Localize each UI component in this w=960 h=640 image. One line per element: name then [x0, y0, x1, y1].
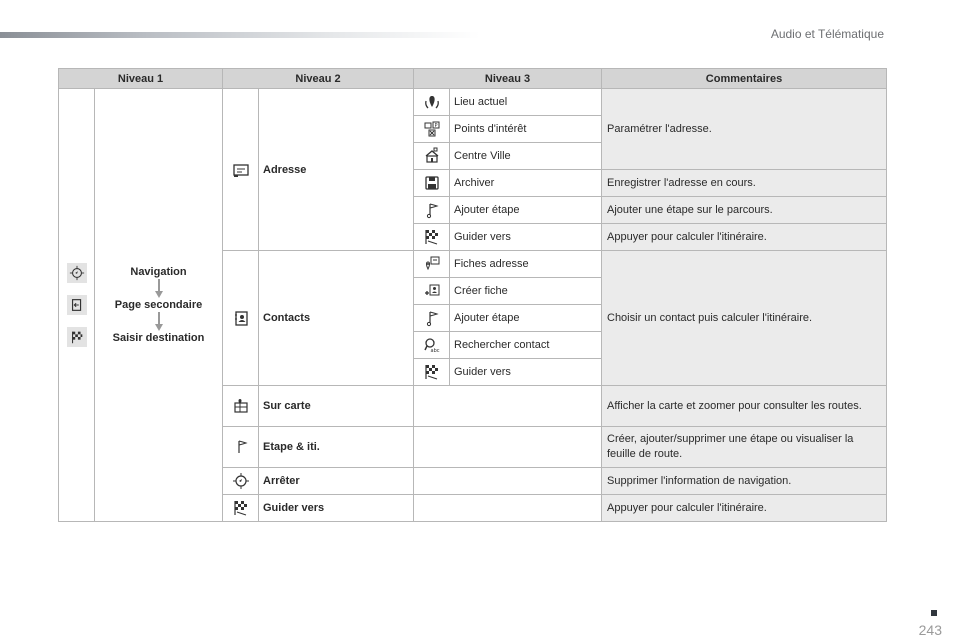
crosshair-icon	[67, 263, 87, 283]
comment-add-waypoint: Ajouter une étape sur le parcours.	[602, 197, 887, 224]
checkered-flag-icon	[67, 327, 87, 347]
exit-icon	[67, 295, 87, 315]
column-header-level1: Niveau 1	[59, 69, 223, 89]
checkered-flag-icon	[423, 228, 441, 246]
level2-contacts: Contacts	[259, 251, 414, 386]
comment-save-address: Enregistrer l'adresse en cours.	[602, 170, 887, 197]
comment-choose-contact: Choisir un contact puis calculer l'itinéraire.	[602, 251, 887, 386]
table-header-row	[59, 69, 887, 89]
column-header-comments: Commentaires	[602, 69, 887, 89]
navigation-menu-table	[58, 68, 887, 522]
level3-archive: Archiver	[450, 170, 602, 197]
svg-text:abc: abc	[430, 348, 439, 354]
page-number: 243	[918, 622, 942, 638]
level2-address: Adresse	[259, 89, 414, 251]
waypoint-flag-icon	[423, 201, 441, 219]
page-marker	[931, 610, 937, 616]
level3-contact-add-waypoint: Ajouter étape	[450, 305, 602, 332]
level2-guide-to: Guider vers	[259, 495, 414, 522]
level1-chain-cell	[95, 89, 223, 522]
chapter-title: Audio et Télématique	[770, 27, 884, 41]
map-icon	[232, 397, 250, 415]
address-icon	[232, 161, 250, 179]
level1-navigation: Navigation	[130, 266, 187, 278]
level3-contact-guide-to: Guider vers	[450, 359, 602, 386]
svg-text:P: P	[433, 123, 438, 129]
location-icon	[423, 93, 441, 111]
poi-icon	[423, 120, 441, 138]
header-gradient-bar	[0, 32, 480, 38]
checkered-flag-icon	[423, 363, 441, 381]
comment-guide-calculate: Appuyer pour calculer l'itinéraire.	[602, 495, 887, 522]
level3-add-waypoint: Ajouter étape	[450, 197, 602, 224]
level3-guide-to: Guider vers	[450, 224, 602, 251]
column-header-level2: Niveau 2	[223, 69, 414, 89]
comment-set-address: Paramétrer l'adresse.	[602, 89, 887, 170]
level3-current-location: Lieu actuel	[450, 89, 602, 116]
save-icon	[423, 174, 441, 192]
level3-address-cards: Fiches adresse	[450, 251, 602, 278]
checkered-flag-icon	[232, 499, 250, 517]
comment-clear-navigation: Supprimer l'information de navigation.	[602, 468, 887, 495]
level1-icons-cell	[59, 89, 95, 522]
table-row	[59, 89, 887, 116]
level2-stop: Arrêter	[259, 468, 414, 495]
search-contact-icon	[423, 336, 441, 354]
waypoint-flag-icon	[423, 309, 441, 327]
level2-waypoints-route: Etape & iti.	[259, 427, 414, 468]
comment-show-map: Afficher la carte et zoomer pour consulter les routes.	[602, 386, 887, 427]
crosshair-icon	[232, 472, 250, 490]
create-card-icon	[423, 282, 441, 300]
level3-city-centre: Centre Ville	[450, 143, 602, 170]
comment-edit-waypoints: Créer, ajouter/supprimer une étape ou visualiser la feuille de route.	[602, 427, 887, 468]
level3-search-contact: Rechercher contact	[450, 332, 602, 359]
level1-enter-destination: Saisir destination	[112, 332, 205, 344]
level3-points-of-interest: Points d'intérêt	[450, 116, 602, 143]
level2-on-map: Sur carte	[259, 386, 414, 427]
comment-calculate-route: Appuyer pour calculer l'itinéraire.	[602, 224, 887, 251]
level3-create-card: Créer fiche	[450, 278, 602, 305]
city-centre-icon	[423, 147, 441, 165]
level1-secondary-page: Page secondaire	[114, 299, 203, 311]
waypoint-flag-icon	[232, 438, 250, 456]
column-header-level3: Niveau 3	[414, 69, 602, 89]
contacts-icon	[232, 309, 250, 327]
contact-card-icon	[423, 255, 441, 273]
